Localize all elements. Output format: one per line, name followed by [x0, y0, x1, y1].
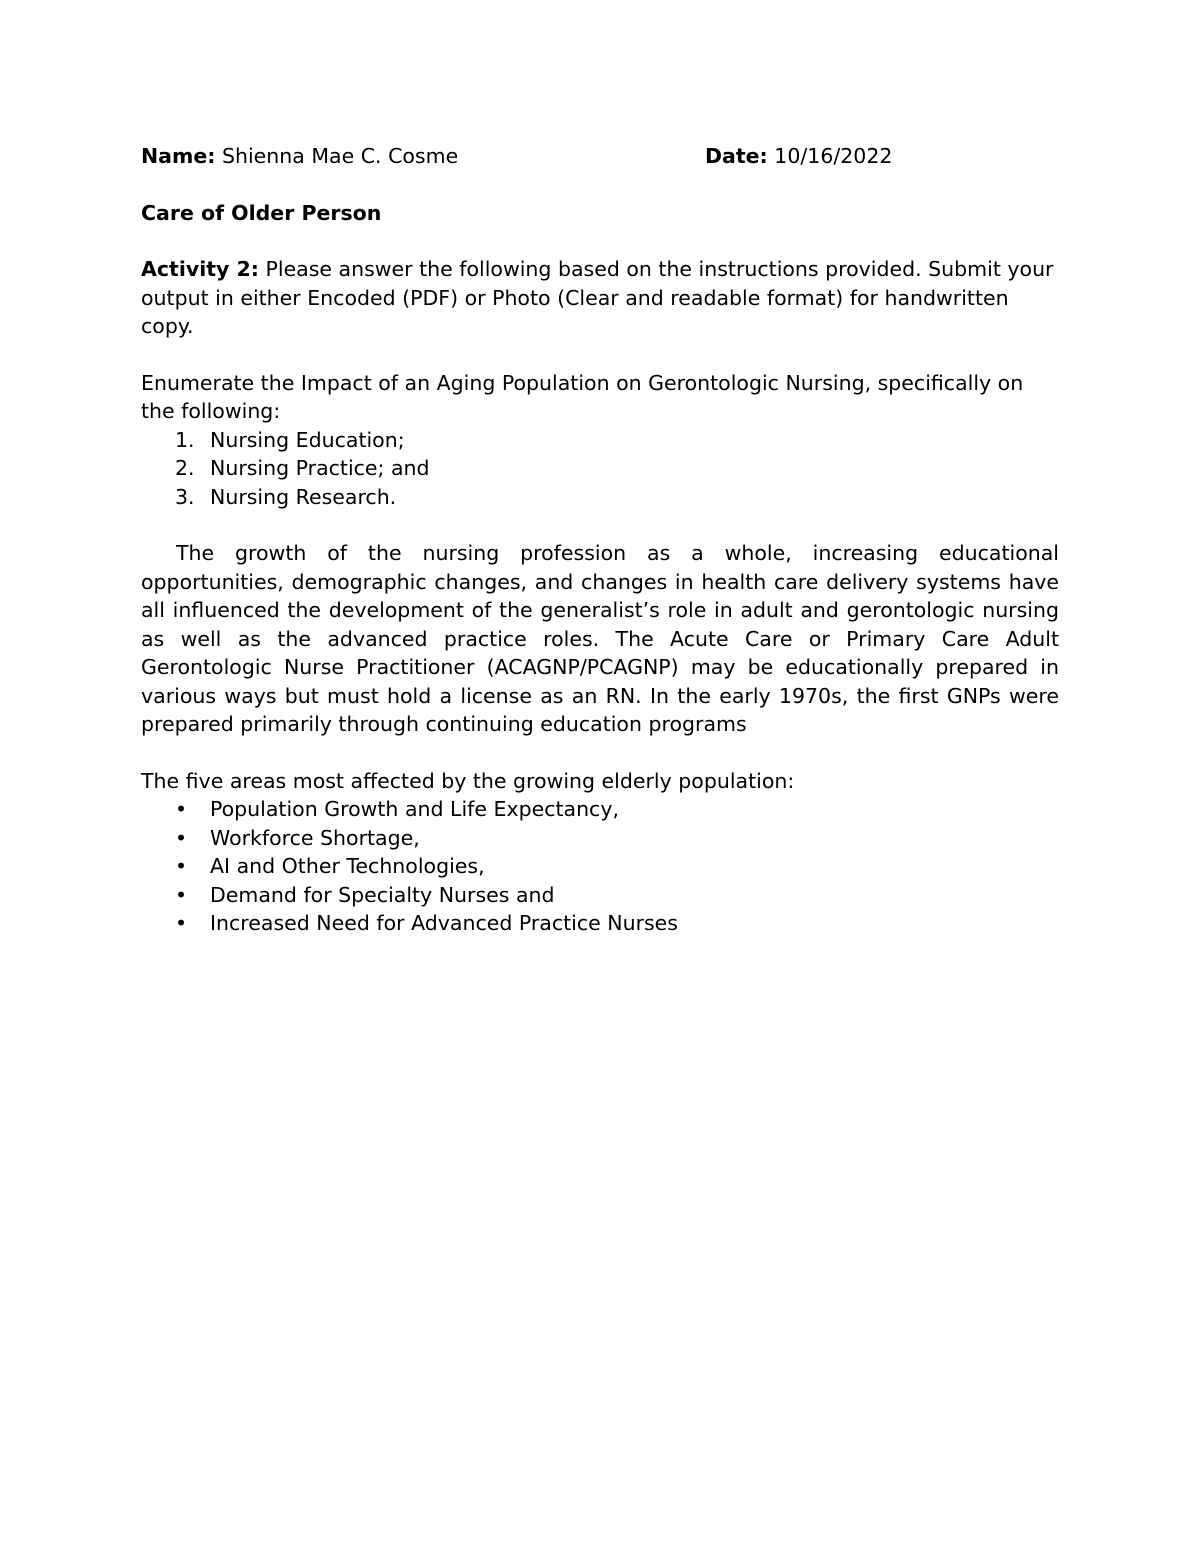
numbered-list	[141, 426, 1059, 512]
list-item	[141, 795, 1059, 824]
document-page	[141, 142, 1059, 938]
list-item-text: Nursing Education;	[210, 427, 405, 452]
date-value: 10/16/2022	[767, 144, 893, 168]
bullet-icon: •	[175, 825, 188, 850]
bullet-icon: •	[175, 797, 188, 821]
name-label: Name:	[141, 144, 216, 168]
date-label: Date:	[705, 144, 768, 168]
bullet-icon: •	[175, 882, 188, 907]
list-item	[141, 909, 1059, 938]
activity-instructions	[141, 255, 1059, 341]
name-field	[141, 142, 1059, 171]
answer-paragraph: The growth of the nursing profession as a whole, increasing educational opportunities, demographic changes, and changes in health care delivery systems have all influenced the development of the generalist’s role in adult and gerontologic nursing as well as the advanced practice roles. The Acute Care or Primary Care Adult Gerontologic Nurse Practitioner (ACAGNP/PCAGNP) may be educationally prepared in various ways but must hold a license as an RN. In the early 1970s, the first GNPs were prepared primarily through continuing education programs	[141, 541, 1059, 736]
list-item-text: Population Growth and Life Expectancy,	[210, 797, 619, 821]
bullet-icon: •	[175, 854, 188, 878]
course-title: Care of Older Person	[141, 200, 382, 225]
header-row	[141, 142, 1059, 171]
name-value: Shienna Mae C. Cosme	[215, 144, 459, 168]
list-item	[141, 824, 1059, 853]
list-number: 3.	[175, 484, 195, 509]
date-field	[705, 142, 892, 171]
areas-intro: The five areas most affected by the growing elderly population:	[141, 768, 795, 793]
list-number: 1.	[175, 427, 195, 452]
list-item-text: Increased Need for Advanced Practice Nurses	[210, 911, 678, 935]
question-text: Enumerate the Impact of an Aging Population on Gerontologic Nursing, specifically on the following:	[141, 370, 1024, 423]
list-item	[141, 454, 1059, 483]
list-item-text: Demand for Specialty Nurses and	[210, 882, 555, 907]
bullet-list	[141, 795, 1059, 938]
list-item	[141, 852, 1059, 881]
list-item-text: AI and Other Technologies,	[210, 854, 485, 878]
list-item-text: Nursing Practice; and	[210, 456, 430, 480]
list-item	[141, 483, 1059, 512]
activity-text: Please answer the following based on the instructions provided. Submit your output in either Encoded (PDF) or Photo (Clear and readable format) for handwritten copy.	[141, 257, 1054, 338]
activity-label: Activity 2:	[141, 257, 259, 281]
list-item-text: Nursing Research.	[210, 484, 397, 509]
list-number: 2.	[175, 456, 195, 480]
list-item	[141, 881, 1059, 910]
list-item	[141, 426, 1059, 455]
bullet-icon: •	[175, 911, 188, 935]
list-item-text: Workforce Shortage,	[210, 825, 420, 850]
